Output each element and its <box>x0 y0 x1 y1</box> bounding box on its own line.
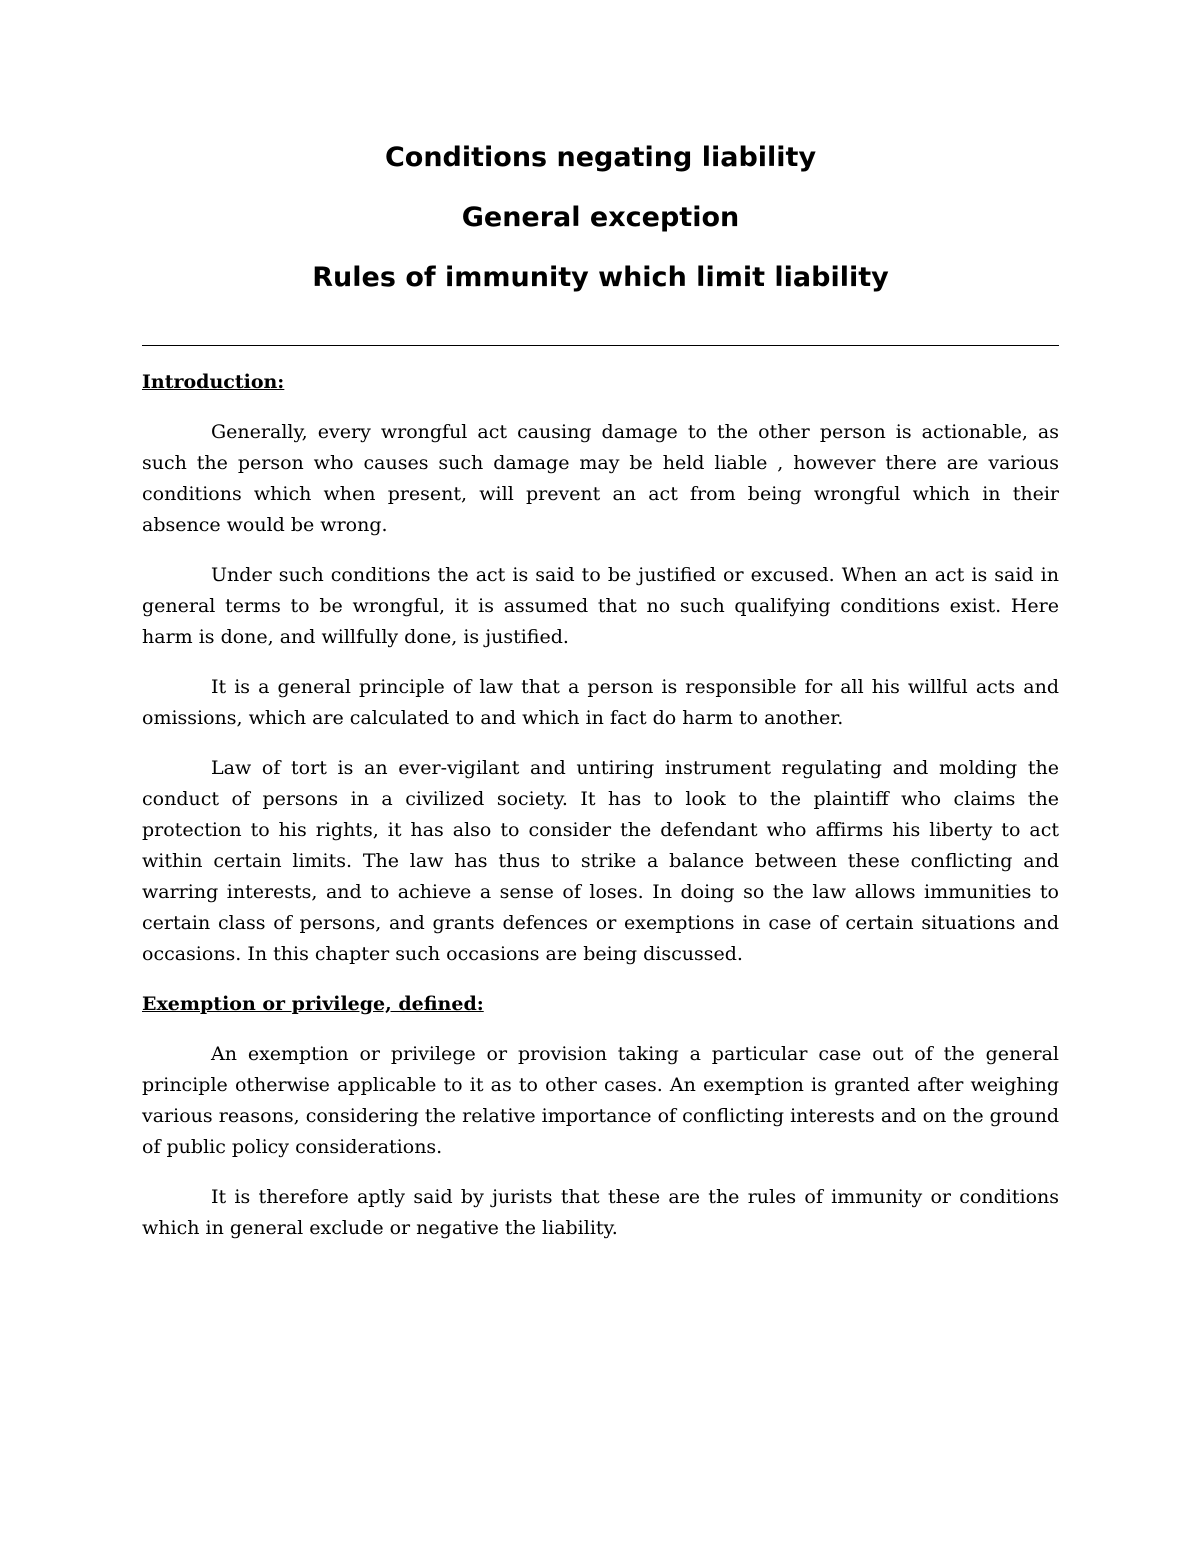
document-body <box>142 367 1059 1263</box>
body-paragraph: It is a general principle of law that a person is responsible for all his willful acts and omissions, which are calculated to and which in fact do harm to another. <box>142 676 1059 729</box>
body-paragraph: Under such conditions the act is said to be justified or excused. When an act is said in general terms to be wrongful, it is assumed that no such qualifying conditions exist. Here harm is done, and willfully done, is justified. <box>142 564 1059 648</box>
title-block <box>142 138 1059 318</box>
body-paragraph: Law of tort is an ever-vigilant and untiring instrument regulating and molding the conduct of persons in a civilized society. It has to look to the plaintiff who claims the protection to his rights, it has also to consider the defendant who affirms his liberty to act within certain limits. The law has thus to strike a balance between these conflicting and warring interests, and to achieve a sense of loses. In doing so the law allows immunities to certain class of persons, and grants defences or exemptions in case of certain situations and occasions. In this chapter such occasions are being discussed. <box>142 757 1059 965</box>
horizontal-divider <box>142 345 1059 346</box>
body-paragraph: Generally, every wrongful act causing damage to the other person is actionable, as such the person who causes such damage may be held liable , however there are various conditions which when present, will prevent an act from being wrongful which in their absence would be wrong. <box>142 421 1059 536</box>
body-paragraph: It is therefore aptly said by jurists that these are the rules of immunity or conditions which in general exclude or negative the liability. <box>142 1186 1059 1239</box>
document-subtitle-secondary: Rules of immunity which limit liability <box>312 262 889 293</box>
section-introduction <box>142 367 1059 970</box>
document-title: Conditions negating liability <box>384 142 817 173</box>
body-paragraph: An exemption or privilege or provision taking a particular case out of the general principle otherwise applicable to it as to other cases. An exemption is granted after weighing various reasons, considering the relative importance of conflicting interests and on the ground of public policy considerations. <box>142 1043 1059 1158</box>
section-heading: Exemption or privilege, defined: <box>142 993 484 1015</box>
section-exemption-defined <box>142 989 1059 1244</box>
section-heading: Introduction: <box>142 371 285 393</box>
document-subtitle: General exception <box>461 202 740 233</box>
